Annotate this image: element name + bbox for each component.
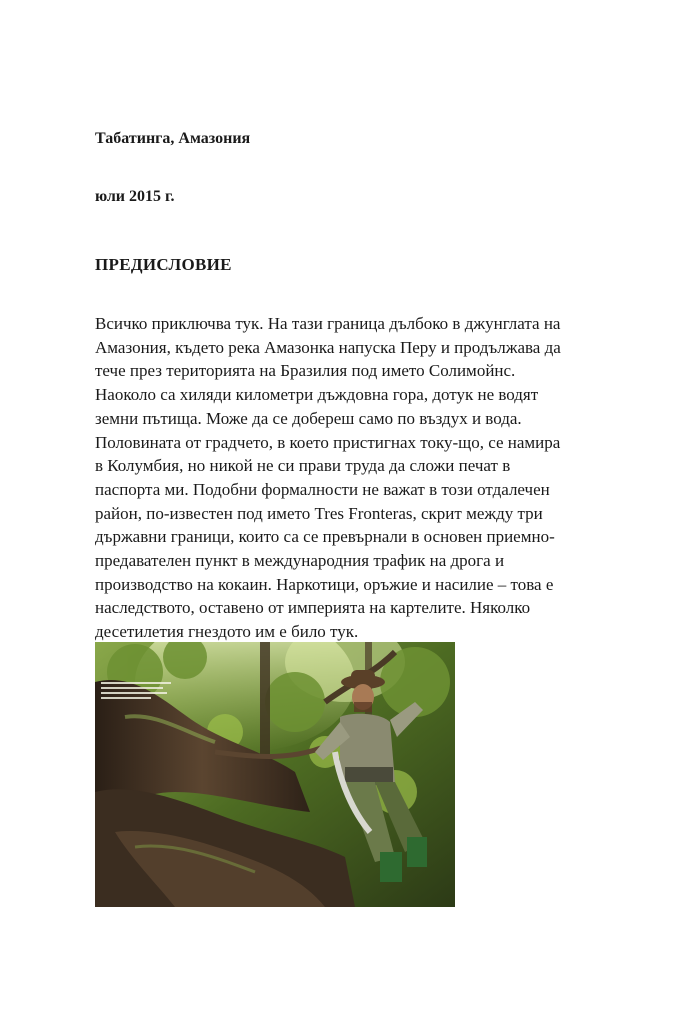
section-title: ПРЕДИСЛОВИЕ: [95, 255, 232, 274]
body-line: район, по-известен под името Tres Fronteras, скрит между три: [95, 503, 543, 523]
body-line: земни пътища. Може да се добереш само по въздух и вода.: [95, 408, 522, 428]
body-line: Всичко приключва тук. На тази граница дълбоко в джунглата на: [95, 314, 561, 333]
body-line: производство на кокаин. Наркотици, оръжие и насилие – това е: [95, 574, 554, 594]
body-line: десетилетия гнездото им е било тук.: [95, 622, 359, 642]
place-heading: Табатинга, Амазония: [95, 130, 251, 147]
body-line: Наоколо са хиляди километри дъждовна гора, дотук не водят: [95, 385, 539, 405]
body-line: държавни граници, които са се превърнали в основен приемно-: [95, 527, 555, 547]
body-line: в Колумбия, но никой не си прави труда да сложи печат в: [95, 456, 511, 476]
body-line: наследството, оставено от империята на картелите. Няколко: [95, 598, 531, 618]
body-line: предавателен пункт в международния трафик на дрога и: [95, 551, 505, 571]
body-line: Половината от градчето, в което пристигнах току-що, се намира: [95, 432, 561, 452]
body-line: тече през територията на Бразилия под името Солимойнс.: [95, 361, 516, 381]
body-paragraph: [95, 312, 625, 644]
date-heading: юли 2015 г.: [95, 188, 175, 205]
body-line: Амазония, където река Амазонка напуска Перу и продължава да: [95, 337, 561, 357]
body-line: паспорта ми. Подобни формалности не важат в този отдалечен: [95, 479, 550, 499]
jungle-explorer-photo: [95, 642, 455, 907]
